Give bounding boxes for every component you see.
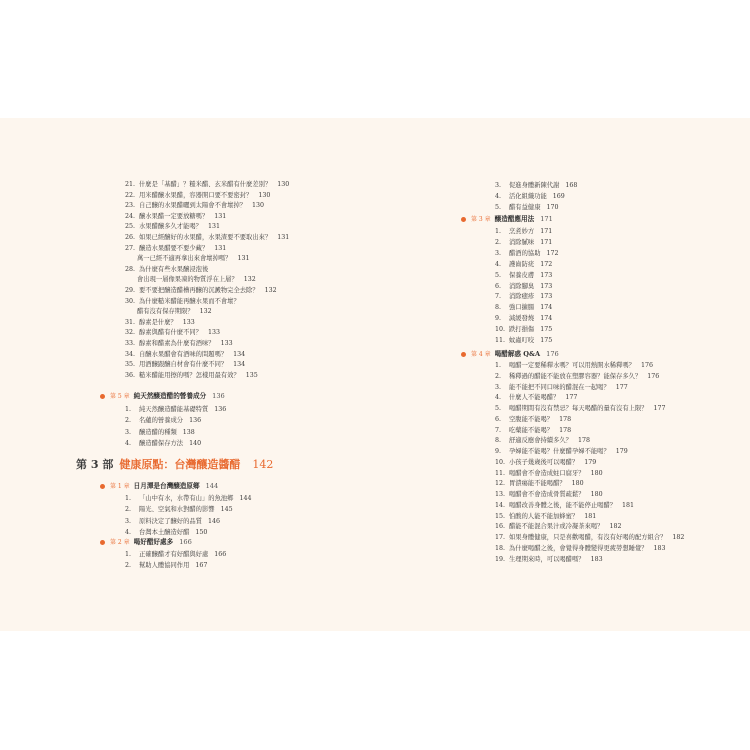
toc-entry-page: 166 xyxy=(214,551,227,558)
part-label: 第 3 部 xyxy=(76,458,114,471)
toc-entry-number: 1. xyxy=(125,406,132,413)
toc-entry xyxy=(125,234,289,242)
toc-entry-page: 136 xyxy=(214,406,227,413)
toc-entry-number: 32. xyxy=(125,329,136,337)
chapter-title: 醸造醋應用法 xyxy=(494,215,535,223)
toc-entry-number: 4. xyxy=(495,394,502,402)
toc-entry-title: 保養皮膚 xyxy=(509,271,535,279)
toc-entry-page: 180 xyxy=(590,469,603,477)
toc-entry-number: 3. xyxy=(495,249,502,257)
toc-entry-page: 173 xyxy=(540,271,553,279)
toc-entry xyxy=(125,361,245,369)
toc-entry-title: 台灣本土醸造好醋 xyxy=(139,528,190,536)
toc-entry-number: 10. xyxy=(495,326,506,334)
toc-entry-page: 174 xyxy=(540,304,553,312)
toc-entry-title: 醋能不能混合果汁或冷凝茶來喝？ xyxy=(509,523,604,531)
toc-entry-title: 醇素是什麼？ xyxy=(139,318,177,326)
toc-entry-page: 131 xyxy=(277,234,290,241)
toc-entry-page: 170 xyxy=(546,203,559,211)
part-heading xyxy=(76,458,273,472)
toc-entry xyxy=(125,518,220,526)
toc-entry-page: 178 xyxy=(559,415,572,423)
toc-entry-page: 131 xyxy=(214,212,227,220)
toc-entry-title: 原料決定了醸好的品質 xyxy=(139,517,202,525)
toc-entry xyxy=(125,255,249,263)
toc-entry xyxy=(125,495,251,503)
toc-entry-number: 2. xyxy=(495,238,502,246)
toc-entry-number: 27. xyxy=(125,244,136,252)
toc-entry xyxy=(495,427,571,435)
chapter-bullet-icon xyxy=(100,394,105,399)
toc-entry xyxy=(495,283,552,291)
chapter-bullet-icon xyxy=(461,352,466,357)
toc-entry-page: 171 xyxy=(540,238,553,246)
toc-entry-number: 34. xyxy=(125,350,136,358)
chapter-number: 第 4 章 xyxy=(471,351,491,358)
toc-entry-page: 136 xyxy=(189,417,202,425)
toc-entry-page: 130 xyxy=(258,191,271,199)
toc-entry-title: 醋有沒有保存期限？ xyxy=(137,308,194,316)
toc-entry xyxy=(125,308,212,316)
toc-entry xyxy=(125,213,226,221)
toc-entry-page: 134 xyxy=(233,361,246,369)
toc-entry xyxy=(125,329,220,337)
toc-entry-page: 131 xyxy=(207,223,220,231)
toc-entry-number: 2. xyxy=(125,417,132,425)
toc-entry-page: 173 xyxy=(540,293,553,301)
toc-entry-title: 如果已經醸好的水果醋，水果渣要不要取出來？ xyxy=(139,234,272,241)
toc-entry xyxy=(495,491,603,499)
toc-entry-title: 醸造水果醋要不要少藏？ xyxy=(139,244,209,252)
toc-entry-number: 22. xyxy=(125,191,136,199)
toc-entry-number: 10. xyxy=(495,458,506,466)
toc-entry-page: 132 xyxy=(199,308,212,316)
toc-entry-page: 182 xyxy=(672,534,685,541)
toc-entry xyxy=(495,304,552,312)
toc-entry-number: 17. xyxy=(495,534,506,541)
chapter-heading xyxy=(110,538,192,547)
chapter-heading xyxy=(110,482,218,491)
toc-entry xyxy=(125,529,207,537)
chapter-heading xyxy=(471,215,553,224)
toc-entry-title: 會出現一層像果凍的物質浮在上層？ xyxy=(137,276,238,284)
toc-entry xyxy=(125,440,201,448)
toc-entry-number: 6. xyxy=(495,282,502,290)
toc-entry xyxy=(495,384,628,392)
toc-entry xyxy=(125,223,220,231)
toc-entry-page: 145 xyxy=(220,506,233,514)
toc-entry-number: 13. xyxy=(495,491,506,498)
toc-entry-title: 自醸水果醋會有酒味的問題嗎？ xyxy=(139,350,228,358)
toc-entry-title: 喝醋會不會造成骨質疏鬆？ xyxy=(509,491,585,498)
toc-entry-page: 180 xyxy=(571,480,584,488)
toc-entry xyxy=(125,181,289,189)
toc-entry-number: 11. xyxy=(495,469,506,477)
chapter-heading xyxy=(471,350,559,359)
toc-entry-title: 烹煮妙方 xyxy=(509,228,535,235)
toc-entry-page: 175 xyxy=(540,337,553,344)
toc-entry-page: 176 xyxy=(647,372,660,380)
toc-entry-page: 172 xyxy=(546,249,559,257)
toc-entry-page: 182 xyxy=(609,523,622,531)
toc-entry-number: 9. xyxy=(495,448,502,455)
chapter-bullet-icon xyxy=(461,217,466,222)
toc-entry-title: 消除腳臭 xyxy=(509,282,535,290)
toc-entry xyxy=(495,534,684,542)
toc-entry-title: 喝醋會不會造成蛀口腐牙？ xyxy=(509,469,585,477)
toc-entry-title: 醸造醋的種類 xyxy=(139,428,177,436)
toc-entry-title: 糙米醋能用擦的嗎？怎樣用最有效？ xyxy=(139,371,240,379)
toc-entry-page: 132 xyxy=(264,287,277,294)
toc-entry-page: 179 xyxy=(584,458,597,466)
toc-entry-number: 12. xyxy=(495,480,506,488)
toc-entry-page: 144 xyxy=(239,495,252,502)
toc-entry-page: 135 xyxy=(245,371,258,379)
toc-entry xyxy=(495,250,559,258)
chapter-number: 第 5 章 xyxy=(110,393,130,400)
toc-entry-title: 正確醸醋才有好醋與好處 xyxy=(139,551,209,558)
toc-entry-title: 如果身體健康，只是喜歡喝醋，有沒有好喝的配方組合？ xyxy=(509,534,667,541)
toc-entry-title: 水果醋醸多久才能喝？ xyxy=(139,223,202,231)
right-page-toc xyxy=(375,118,750,631)
toc-entry-page: 150 xyxy=(195,528,208,536)
toc-entry xyxy=(125,429,195,437)
toc-entry-number: 3. xyxy=(125,517,132,525)
toc-entry-title: 「山中有水，水帶有山」的魚池鄉 xyxy=(139,495,234,502)
toc-entry-title: 醸水果醋一定要放糖嗎？ xyxy=(139,212,209,220)
toc-entry-page: 175 xyxy=(540,326,553,334)
toc-entry-title: 減緩發燒 xyxy=(509,315,535,323)
toc-entry-page: 131 xyxy=(214,244,227,252)
toc-entry xyxy=(125,406,226,414)
toc-entry-page: 179 xyxy=(615,448,628,455)
toc-entry xyxy=(125,276,256,284)
toc-entry xyxy=(495,193,565,201)
toc-entry-page: 169 xyxy=(552,192,565,200)
toc-entry-page: 133 xyxy=(182,318,195,326)
toc-entry-title: 喝醋一定要稀釋水嗎？可以用熱開水稀釋嗎？ xyxy=(509,362,635,369)
toc-entry-title: 什麼是「基醋」？糙米醋、玄米醋有什麼差別？ xyxy=(139,181,272,188)
toc-entry xyxy=(495,405,666,413)
toc-entry xyxy=(495,337,552,345)
toc-entry-page: 183 xyxy=(653,544,666,552)
toc-entry-number: 5. xyxy=(495,405,502,412)
toc-entry-page: 146 xyxy=(207,517,220,525)
toc-entry xyxy=(495,228,552,236)
toc-entry-number: 16. xyxy=(495,523,506,531)
toc-entry-page: 177 xyxy=(615,383,628,391)
toc-entry xyxy=(495,362,653,370)
toc-entry-number: 19. xyxy=(495,555,506,563)
toc-entry-page: 180 xyxy=(590,491,603,498)
toc-entry-title: 純天然醸造醋能基礎特質 xyxy=(139,406,209,413)
toc-entry xyxy=(125,298,240,306)
toc-entry xyxy=(495,182,577,190)
toc-entry-number: 4. xyxy=(125,528,132,536)
chapter-title: 日月潭是台灣醸造原鄉 xyxy=(133,482,200,490)
toc-entry-number: 7. xyxy=(495,293,502,301)
toc-entry-title: 消除膩味 xyxy=(509,238,535,246)
toc-entry xyxy=(125,506,233,514)
toc-entry xyxy=(125,340,233,348)
chapter-number: 第 1 章 xyxy=(110,483,130,490)
toc-entry-number: 33. xyxy=(125,340,136,347)
chapter-title: 純天然醸造醋的營養成分 xyxy=(133,392,207,400)
toc-entry xyxy=(495,315,552,323)
toc-entry-page: 134 xyxy=(233,350,246,358)
toc-entry xyxy=(125,266,208,274)
part-page: 142 xyxy=(252,458,274,471)
toc-entry-page: 174 xyxy=(540,315,553,323)
toc-entry-title: 跌打損傷 xyxy=(509,326,535,334)
toc-entry-page: 178 xyxy=(559,426,572,434)
toc-entry-title: 什麼人不能喝醋？ xyxy=(509,394,560,402)
toc-entry-title: 為什麼糙米醋能再醸水果而不會壞？ xyxy=(139,297,240,305)
chapter-bullet-icon xyxy=(100,484,105,489)
toc-entry-title: 怕酸的人能不能加蜂蜜？ xyxy=(509,512,579,520)
toc-entry-title: 護齒防疣 xyxy=(509,260,535,268)
toc-entry-number: 1. xyxy=(495,228,502,235)
left-page-toc xyxy=(0,118,375,631)
toc-entry-number: 23. xyxy=(125,202,136,210)
toc-entry xyxy=(125,562,207,570)
toc-entry-number: 18. xyxy=(495,544,506,552)
chapter-number: 第 3 章 xyxy=(471,216,491,223)
toc-entry-number: 14. xyxy=(495,501,506,509)
toc-entry xyxy=(495,480,584,488)
toc-entry-page: 181 xyxy=(584,512,597,520)
chapter-bullet-icon xyxy=(100,540,105,545)
toc-entry-page: 183 xyxy=(590,555,603,563)
toc-entry-number: 3. xyxy=(125,428,132,436)
chapter-page: 166 xyxy=(179,538,192,546)
toc-entry-page: 168 xyxy=(565,182,578,189)
toc-entry-number: 7. xyxy=(495,426,502,434)
part-title: 健康原點：台灣釀造醬醋 xyxy=(119,458,241,471)
toc-entry-page: 130 xyxy=(252,202,265,210)
toc-entry-title: 胃潰瘍能不能喝醋？ xyxy=(509,480,566,488)
toc-entry xyxy=(125,417,201,425)
toc-entry-page: 131 xyxy=(237,255,250,263)
toc-entry-number: 36. xyxy=(125,371,136,379)
toc-entry-title: 生理期來時，可以喝醋嗎？ xyxy=(509,555,585,563)
toc-entry-title: 用酒醸跟醸自材會有什麼不同？ xyxy=(139,361,228,369)
toc-entry-number: 15. xyxy=(495,512,506,520)
toc-entry-number: 4. xyxy=(495,192,502,200)
toc-entry-page: 171 xyxy=(540,228,553,235)
toc-entry-title: 活化組織功能 xyxy=(509,192,547,200)
toc-entry-number: 2. xyxy=(125,562,132,570)
chapter-page: 171 xyxy=(540,215,553,223)
toc-entry xyxy=(495,556,603,564)
toc-entry xyxy=(495,239,552,247)
toc-entry xyxy=(125,372,258,380)
toc-entry-number: 6. xyxy=(495,415,502,423)
toc-entry xyxy=(125,551,226,559)
toc-entry xyxy=(125,192,270,200)
toc-entry-title: 名蘊的營養成分 xyxy=(139,417,184,425)
chapter-page: 144 xyxy=(205,482,219,490)
toc-entry-number: 35. xyxy=(125,361,136,369)
toc-entry-title: 喝醋改善身體之後，能不能停止喝醋？ xyxy=(509,501,617,509)
toc-entry-title: 消除癒疹 xyxy=(509,293,535,301)
toc-entry-number: 3. xyxy=(495,182,502,189)
chapter-title: 喝好醋好處多 xyxy=(133,538,174,546)
toc-entry-title: 醋有益健康 xyxy=(509,203,541,211)
toc-entry-title: 吃藥能不能喝？ xyxy=(509,426,554,434)
toc-entry xyxy=(495,416,571,424)
toc-entry-number: 26. xyxy=(125,234,136,241)
toc-entry xyxy=(125,245,226,253)
toc-entry xyxy=(495,545,666,553)
toc-entry-number: 11. xyxy=(495,337,506,344)
toc-entry-page: 133 xyxy=(207,329,220,337)
toc-entry-title: 醋酒的協助 xyxy=(509,249,541,257)
toc-entry-page: 130 xyxy=(277,181,290,188)
toc-entry xyxy=(495,502,634,510)
toc-entry-title: 陽光、空氣和水對醋的影響 xyxy=(139,506,215,514)
chapter-title: 喝醋解惑 Q&A xyxy=(494,350,541,358)
toc-entry xyxy=(495,394,577,402)
toc-entry xyxy=(495,470,603,478)
toc-entry-number: 30. xyxy=(125,297,136,305)
toc-entry xyxy=(495,204,559,212)
toc-entry-number: 1. xyxy=(495,362,502,369)
toc-entry-page: 176 xyxy=(640,362,653,369)
toc-entry-page: 133 xyxy=(220,340,233,347)
toc-entry-number: 2. xyxy=(125,506,132,514)
toc-entry-number: 31. xyxy=(125,318,136,326)
chapter-page: 136 xyxy=(212,392,225,400)
chapter-page: 176 xyxy=(546,350,559,358)
toc-entry-title: 強口擴腸 xyxy=(509,304,535,312)
toc-entry-title: 用米醋醸水果醋，容器開口要不要密封？ xyxy=(139,191,253,199)
toc-entry-title: 舒適反應會持續多久？ xyxy=(509,437,572,445)
toc-entry-title: 醇素和醋素為什麼有酒味？ xyxy=(139,340,215,347)
toc-entry-number: 8. xyxy=(495,437,502,445)
chapter-number: 第 2 章 xyxy=(110,539,130,546)
toc-entry-number: 24. xyxy=(125,212,136,220)
toc-entry-title: 小孩子幾歲後可以喝醋？ xyxy=(509,458,579,466)
toc-entry-title: 自己醸的水果醋曬到太陽會不會壞掉？ xyxy=(139,202,247,210)
toc-entry xyxy=(125,202,264,210)
toc-entry-number: 5. xyxy=(495,271,502,279)
toc-entry-page: 178 xyxy=(577,437,590,445)
toc-entry-number: 1. xyxy=(125,551,132,558)
toc-entry xyxy=(495,261,552,269)
toc-entry-page: 132 xyxy=(243,276,256,284)
toc-entry-number: 4. xyxy=(495,260,502,268)
toc-entry-title: 幫助人體協同作用 xyxy=(139,562,190,570)
toc-entry xyxy=(125,287,277,295)
toc-entry-page: 181 xyxy=(622,501,635,509)
toc-entry-page: 167 xyxy=(195,562,208,570)
toc-entry-number: 4. xyxy=(125,439,132,447)
toc-entry xyxy=(125,351,245,359)
toc-entry-number: 3. xyxy=(495,383,502,391)
toc-entry-number: 25. xyxy=(125,223,136,231)
toc-entry xyxy=(495,373,659,381)
toc-entry-number: 29. xyxy=(125,287,136,294)
toc-entry xyxy=(495,326,552,334)
toc-entry-title: 要不要把醸造醋槽再醸的沉澱物完全去除？ xyxy=(139,287,259,294)
toc-entry-title: 空腹能不能喝？ xyxy=(509,415,554,423)
toc-entry-page: 177 xyxy=(653,405,666,412)
toc-entry-page: 177 xyxy=(565,394,578,402)
toc-entry-page: 138 xyxy=(182,428,195,436)
toc-entry-number: 21. xyxy=(125,181,136,188)
toc-entry-page: 173 xyxy=(540,282,553,290)
toc-entry-title: 孕婦能不能喝？什麼醋孕婦不能喝？ xyxy=(509,448,610,455)
toc-entry xyxy=(495,459,596,467)
toc-entry-title: 為什麼有些水果醸浸泡後 xyxy=(139,265,209,273)
toc-entry xyxy=(495,448,628,456)
toc-entry-title: 醸造醋保存方法 xyxy=(139,439,184,447)
toc-entry xyxy=(495,293,552,301)
toc-entry xyxy=(495,272,552,280)
toc-entry-title: 能不能把不同口味的醋混在一起喝？ xyxy=(509,383,610,391)
toc-entry-title: 喝醋期間有沒有禁忌？每天喝醋的量有沒有上限？ xyxy=(509,405,648,412)
toc-entry-number: 28. xyxy=(125,265,136,273)
chapter-heading xyxy=(110,392,225,401)
book-spread xyxy=(0,118,750,631)
toc-entry-number: 5. xyxy=(495,203,502,211)
toc-entry-page: 140 xyxy=(189,439,202,447)
toc-entry-number: 8. xyxy=(495,304,502,312)
toc-entry-page: 172 xyxy=(540,260,553,268)
toc-entry-title: 萬一已經不適再拿出來會壞掉嗎？ xyxy=(137,255,232,263)
toc-entry xyxy=(495,437,590,445)
toc-entry-number: 9. xyxy=(495,315,502,323)
toc-entry xyxy=(495,513,596,521)
toc-entry-title: 醇素與醋有什麼不同？ xyxy=(139,329,202,337)
toc-entry xyxy=(125,319,195,327)
toc-entry xyxy=(495,523,621,531)
toc-entry-number: 1. xyxy=(125,495,132,502)
toc-entry-number: 2. xyxy=(495,372,502,380)
toc-entry-title: 稀釋過的醋能不能放在塑膠容器？能保存多久？ xyxy=(509,372,642,380)
toc-entry-title: 蚊蟲叮咬 xyxy=(509,337,535,344)
toc-entry-title: 促進身體新陳代謝 xyxy=(509,182,560,189)
toc-entry-title: 為什麼喝醋之後，會覺得身體變得更疲勞想睡覺？ xyxy=(509,544,648,552)
